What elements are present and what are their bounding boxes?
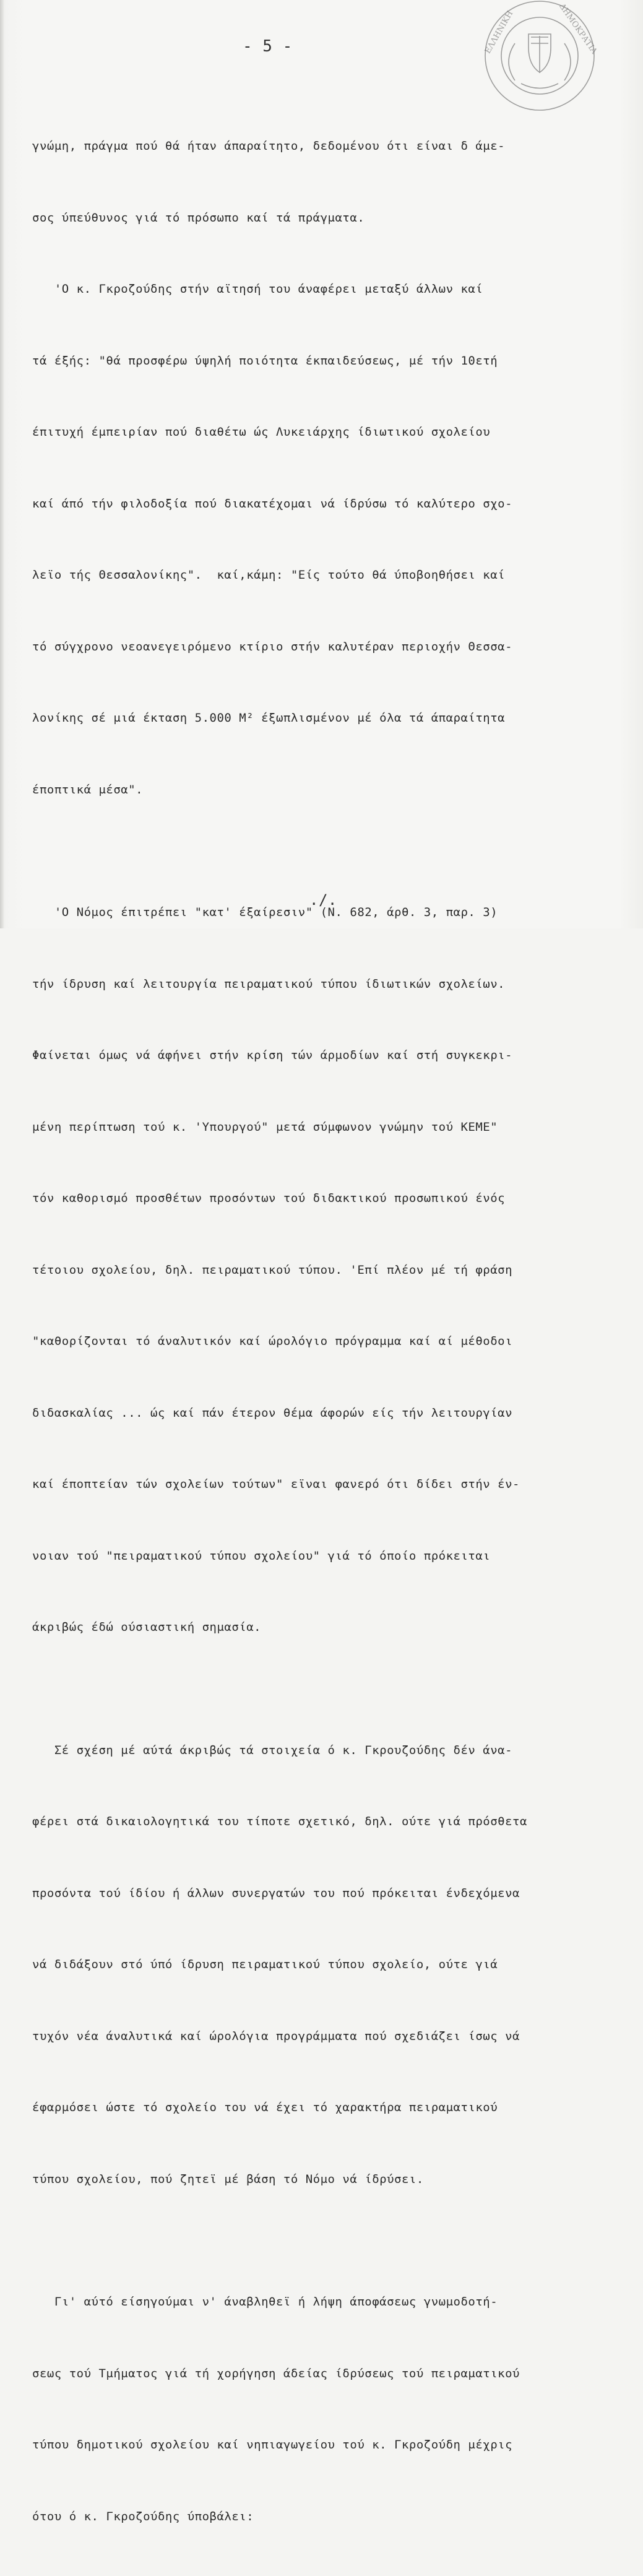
svg-text:ΕΛΛΗΝΙΚΗ: ΕΛΛΗΝΙΚΗ (483, 9, 516, 56)
text-line: προσόντα τού ίδίου ή άλλων συνεργατών του πού πρόκειται ένδεχόμενα (32, 1886, 520, 1900)
text-line: άκριβώς έδώ ούσιαστική σημασία. (32, 1620, 262, 1634)
text-line: 'Ο κ. Γκροζούδης στήν αϊτησή του άναφέρει μεταξύ άλλων καί (32, 282, 483, 296)
text-line: διδασκαλίας ... ώς καί πάν έτερον θέμα άφορών είς τήν λειτουργίαν (32, 1406, 513, 1420)
text-line: τύπου δημοτικού σχολείου καί νηπιαγωγείου τού κ. Γκροζούδη μέχρις (32, 2438, 513, 2452)
paragraph-gap (32, 849, 608, 853)
text-line: 'Ο Νόμος έπιτρέπει "κατ' έξαίρεσιν" (Ν. 682, άρθ. 3, παρ. 3) (32, 905, 498, 919)
text-line: τό σύγχρονο νεοανεγειρόμενο κτίριο στήν καλυτέραν περιοχήν Θεσσα- (32, 639, 513, 654)
text-line: νά διδάξουν στό ύπό ίδρυση πειραματικού τύπου σχολείο, ούτε γιά (32, 1958, 498, 1971)
text-line: καί έποπτείαν τών σχολείων τούτων" εϊναι φανερό ότι δίδει στήν έν- (32, 1477, 520, 1491)
text-line: λεϊο τής Θεσσαλονίκης". καί,κάμη: "Είς τούτο θά ύποβοηθήσει καί (32, 568, 506, 582)
text-line: τήν ίδρυση καί λειτουργία πειραματικού τύπου ίδιωτικών σχολείων. (32, 977, 506, 991)
paragraph-gap (32, 2239, 608, 2242)
continuation-mark: ./. (309, 891, 337, 909)
text-line: γνώμη, πράγμα πού θά ήταν άπαραίτητο, δεδομένου ότι είναι δ άμε- (32, 139, 506, 153)
text-line: τυχόν νέα άναλυτικά καί ώρολόγια προγράμματα πού σχεδιάζει ίσως νά (32, 2029, 520, 2043)
text-line: τύπου σχολείου, πού ζητεϊ μέ βάση τό Νόμο νά ίδρύσει. (32, 2172, 424, 2186)
text-line: λονίκης σέ μιά έκταση 5.000 Μ² έξωπλισμένον μέ όλα τά άπαραίτητα (32, 711, 506, 725)
body-text (32, 87, 608, 2576)
text-line: έφαρμόσει ώστε τό σχολείο του νά έχει τό χαρακτήρα πειραματικού (32, 2101, 498, 2114)
text-line: "καθορίζονται τό άναλυτικόν καί ώρολόγιο πρόγραμμα καί αί μέθοδοι (32, 1334, 513, 1348)
binding-edge (0, 0, 4, 928)
text-line: έποπτικά μέσα". (32, 782, 144, 797)
text-line: σεως τού Τμήματος γιά τή χορήγηση άδείας ίδρύσεως τού πειραματικού (32, 2366, 520, 2380)
text-line: έπιτυχή έμπειρίαν πού διαθέτω ώς Λυκειάρχης ίδιωτικού σχολείου (32, 425, 491, 439)
text-line: φέρει στά δικαιολογητικά του τίποτε σχετικό, δηλ. ούτε γιά πρόσθετα (32, 1815, 527, 1828)
text-line: σος ύπεύθυνος γιά τό πρόσωπο καί τά πράγματα. (32, 210, 365, 225)
text-line: ότου ό κ. Γκροζούδης ύποβάλει: (32, 2509, 254, 2523)
page-number: - 5 - (243, 37, 293, 56)
text-line: Φαίνεται όμως νά άφήνει στήν κρίση τών άρμοδίων καί στή συγκεκρι- (32, 1048, 513, 1062)
svg-text:ΔΗΜΟΚΡΑΤΙΑ: ΔΗΜΟΚΡΑΤΙΑ (557, 2, 599, 56)
text-line: μένη περίπτωση τού κ. 'Υπουργού" μετά σύμφωνον γνώμην τού ΚΕΜΕ" (32, 1120, 498, 1134)
text-line: Γι' αύτό είσηγούμαι ν' άναβληθεϊ ή λήψη άποφάσεως γνωμοδοτή- (32, 2295, 498, 2309)
paragraph-gap (32, 1687, 608, 1691)
text-line: καί άπό τήν φιλοδοξία πού διακατέχομαι νά ίδρύσω τό καλύτερο σχο- (32, 496, 513, 511)
text-line: τέτοιου σχολείου, δηλ. πειραματικού τύπου. 'Επί πλέον μέ τή φράση (32, 1263, 513, 1277)
text-line: τόν καθορισμό προσθέτων προσόντων τού διδακτικού προσωπικού ένός (32, 1191, 506, 1205)
text-line: νοιαν τού "πειραματικού τύπου σχολείου" γιά τό όποίο πρόκειται (32, 1549, 491, 1563)
text-line: τά έξής: "θά προσφέρω ύψηλή ποιότητα έκπαιδεύσεως, μέ τήν 10ετή (32, 353, 498, 368)
text-line: Σέ σχέση μέ αύτά άκριβώς τά στοιχεία ό κ. Γκρουζούδης δέν άνα- (32, 1743, 513, 1757)
